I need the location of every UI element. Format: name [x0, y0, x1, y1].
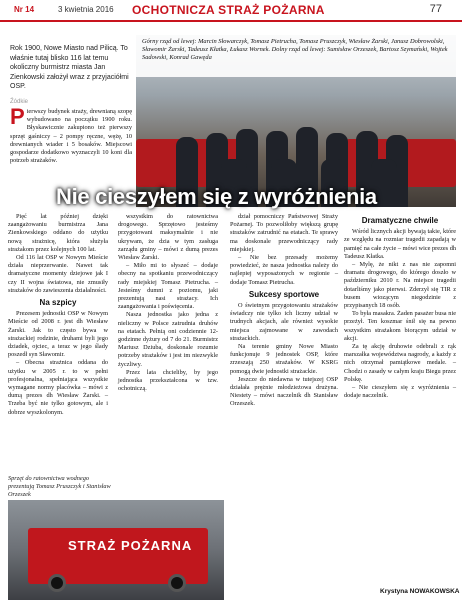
- paragraph: – Nie cieszyłem się z wyróżnienia – dodaje naczelnik.: [344, 384, 456, 400]
- column-4: [344, 213, 456, 400]
- paragraph: – Obecna strażnica oddana do użytku w 2005 r. to w pełni profesjonalna, spełniająca wszystkie wymagane normy placówka – mówi z dumą prezes dh Wiesław Żarski. – Trzeba być nie tylko gotowym, ale i dobrze wyszkolonym.: [8, 359, 108, 416]
- drop-cap: P: [10, 104, 25, 129]
- paragraph: Jeszcze do niedawna w tutejszej OSP działała prężnie młodzieżowa drużyna. Niestety – mówi naczelnik dh Stanisław Orzeszek.: [230, 375, 338, 408]
- paragraph: Przez lata chcieliby, by jego jednostka przekształcona w tzw. ochotniczą.: [118, 368, 218, 393]
- issue-number: Nr 14: [14, 5, 35, 14]
- paragraph: – Nie bez przesady możemy powiedzieć, że nasza jednostka należy do najlepiej wyposażonych w regionie – dodaje Tomasz Pietrucha.: [230, 254, 338, 286]
- paragraph: – Miło mi to słyszeć – dodaje obecny na spotkaniu przewodniczący rady miejskiej Tomasz Pietrucha. – Jesteśmy dumni z poziomu, jaki prezentują nasi strażacy. Ich zaangażowania i poświęcenia.: [118, 262, 218, 311]
- equipment-photo-caption: Sprzęt do ratownictwa wodnego prezentują Tomasz Pruszczyk i Stanisław Orzeszek: [8, 475, 111, 498]
- fire-truck: [28, 528, 208, 584]
- truck-label: STRAŻ POŻARNA: [68, 538, 193, 553]
- column-1: [8, 213, 108, 417]
- paragraph: dział pomocniczy Państwowej Straży Pożarnej. To pozwoliłoby większą grupę strażaków zatrudnić na etatach. Te sprawy ma doskonale przewodniczący rady miejskiej.: [230, 213, 338, 253]
- page-header: [0, 0, 462, 22]
- section-title: OCHOTNICZA STRAŻ POŻARNA: [132, 3, 325, 17]
- paragraph: Na terenie gminy Nowe Miasto funkcjonuje 9 jednostek OSP, które zrzeszają 250 strażaków. W KSRG pomogą dwie jednostki strażackie.: [230, 343, 338, 375]
- intro-text: Rok 1900, Nowe Miasto nad Pilicą. To właśnie tutaj blisko 116 lat temu okoliczny burmistrz miasta Jan Zienkowski założył wraz z przyjaciółmi OSP.: [10, 45, 129, 90]
- paragraph: Pięć lat później dzięki zaangażowaniu burmistrza Jana Zienkowskiego oddano do użytku nową strażnicę, która służyła strażakom przez kolejnych 100 lat.: [8, 213, 108, 253]
- author-byline: Krystyna NOWAKOWSKA: [380, 588, 460, 595]
- subheading: Dramatyczne chwile: [361, 216, 439, 225]
- page-number: 77: [429, 3, 442, 15]
- paragraph: O świetnym przygotowaniu strażaków świadczy nie tylko ich liczny udział w trudnych akcjach, ale również wysokie miejsca zajmowane w zawodach strażackich.: [230, 302, 338, 342]
- photo-caption: Górny rząd od lewej: Marcin Słowarczyk, Tomasz Pietrucha, Tomasz Pruszczyk, Wiesław Żarski, Janusz Dobrowolski, Sławomir Żarski, Tadeusz Kłatka, Łukasz Wornek. Dolny rząd od lewej: Sumisław Orzeszek, Bartosz Szymański, Wojtek Sadowski, Konrad Gawęda: [136, 35, 456, 77]
- wheel: [168, 574, 186, 592]
- subheading: Sukcesy sportowe: [248, 289, 320, 299]
- paragraph: Nasza jednostka jako jedna z nieliczny w Polsce zatrudnia druhów na etatach. Pełnią oni codziennie 12-godzinne dyżury od 7 do 21. Burmistrz Mariusz Dziuba, doskonale rozumie potrzeby strażaków i jest im niezwykle życzliwy.: [118, 311, 218, 368]
- paragraph: Za tę akcję druhowie odebrali z rąk marszałka województwa nagrody, a każdy z nich otrzymał pamiątkowe medale. – Chodzi o zasady w całym kraju Biegu przez Polskę.: [344, 343, 456, 383]
- lead-paragraph: [10, 104, 132, 165]
- equipment-photo: [8, 500, 224, 600]
- team-photo: [136, 35, 456, 207]
- paragraph: – Mylę, że nikt z nas nie zapomni dramatu drogowego, do którego doszło w październiku 2010 r. Na miejsce tragedii dotarliśmy jako pierwsi. Zderzył się TIR z busem wiozącym niegodzinie z przypisanych 18 osób.: [344, 261, 456, 310]
- paragraph: Prezesem jednostki OSP w Nowym Mieście od 2008 r. jest dh Wiesław Żarski. Jak to często bywa w strażackiej rodzinie, druhami byli jego dziadek, ojciec, a teraz w jego ślady poszedł syn Sławomir.: [8, 310, 108, 359]
- source-note: Źódkie: [10, 99, 29, 105]
- paragraph: Od 116 lat OSP w Nowym Mieście działa nieprzerwanie. Nawet tak dramatyczne momenty dziejowe jak I czy II wojna światowa, nie zmusiły strażaków do zawieszenia działalności.: [8, 254, 108, 294]
- article-headline: Nie cieszyłem się z wyróżnienia: [56, 184, 377, 209]
- paragraph: To była masakra. Żaden pasażer busa nie przeżył. Ten koszmar śnił się na pewno wszystkim strażakom biorącym udział w akcji.: [344, 310, 456, 342]
- column-3: [230, 213, 338, 409]
- paragraph: Wśród licznych akcji bywają takie, które ze względu na rozmiar tragedii zapadają w pamięć na całe życie – mówi wice prezes dh Tadeusz Kłatka.: [344, 228, 456, 260]
- lead-text: ierwszy budynek straży, drewnianą szopę wybudowano na początku 1900 roku. Błyskawicznie zakupiono też pierwszy sprzęt gaśniczy – 2 pompy ręczne, wężę, 10 drewnianych wiader i 5 bosaków. Miejscowi gospodarze dodatkowo wyznaczyli 10 koni dla potrzeb strażaków.: [10, 108, 132, 165]
- paragraph: wszystkim do ratownictwa drogowego. Sprzętowo jesteśmy przygotowani maksymalnie i nie ukrywam, że dzia w tym zasługa zarządu gminy – mówi z dumą prezes Wiesław Żarski.: [118, 213, 218, 262]
- column-2: [118, 213, 218, 393]
- issue-date: 3 kwietnia 2016: [58, 5, 114, 14]
- wheel: [48, 574, 66, 592]
- subheading: Na szpicy: [39, 298, 77, 308]
